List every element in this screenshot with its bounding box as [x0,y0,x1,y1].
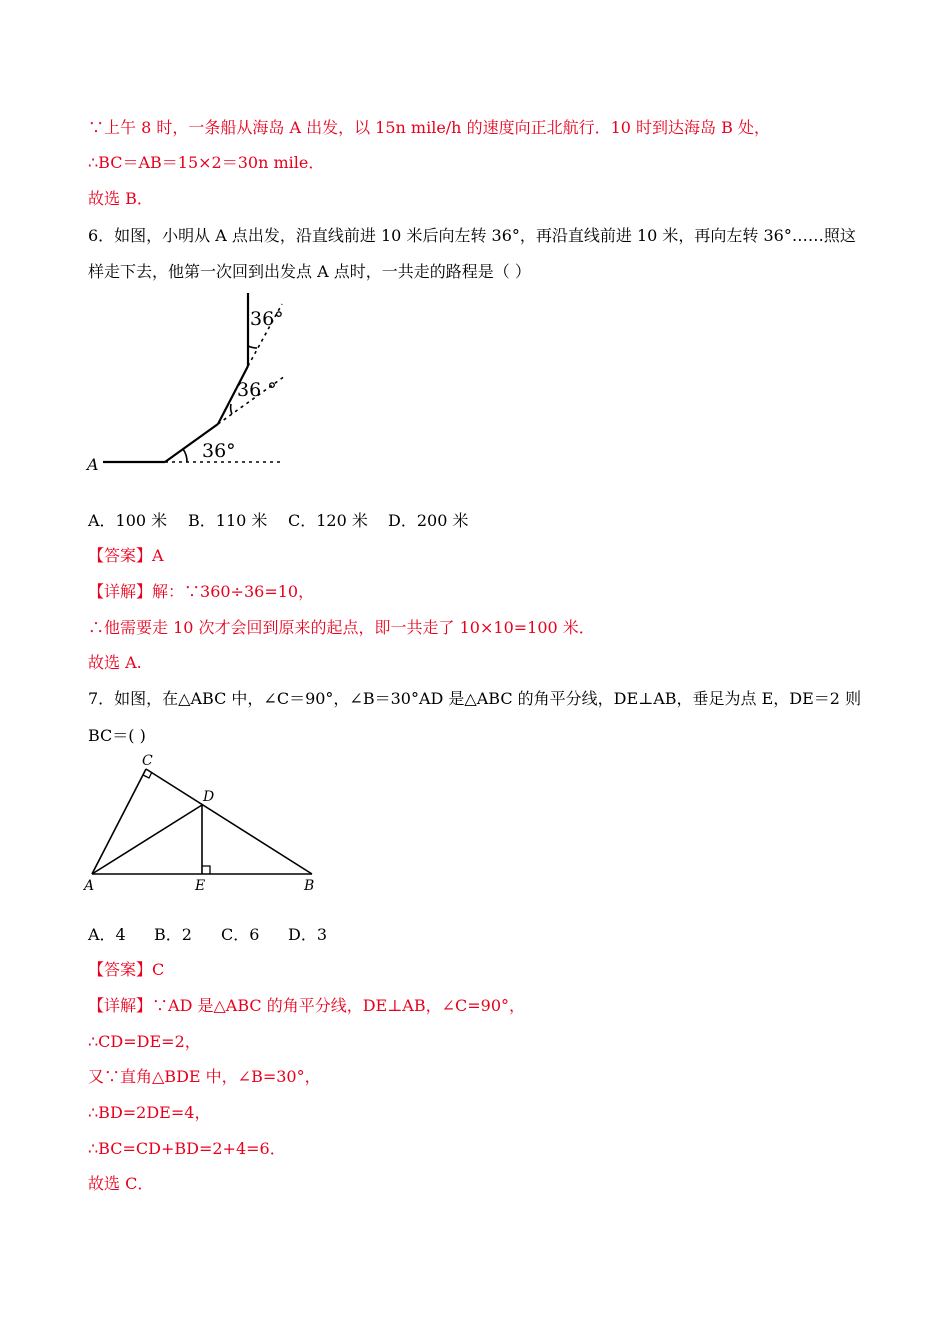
q6-option-d[interactable]: D．200 米 [388,511,469,530]
q6-angle-arc-3 [248,346,257,348]
q7-detail-label: 【详解】 [88,996,153,1015]
q7-side-ac [92,769,146,874]
q7-detail-line-5: ∴BC=CD+BD=2+4=6． [88,1139,286,1158]
q6-point-label-a: A [87,455,99,474]
q6-angle-label-2: 36 ° [237,379,277,401]
q6-options [88,511,468,531]
q7-label-e: E [195,878,206,894]
q7-label-c: C [142,753,153,769]
q7-detail-line-4: ∴BD=2DE=4， [88,1103,211,1122]
q6-detail-line-3: 故选 A. [88,653,142,672]
q6-angle-arc-2 [231,404,232,414]
q6-answer: 【答案】A [88,546,164,565]
q7-side-cb [146,769,312,874]
q6-figure [85,290,290,475]
q6-option-a[interactable]: A．100 米 [88,511,168,530]
q7-stem-line-1: 7．如图，在△ABC 中，∠C＝90°，∠B＝30°AD 是△ABC 的角平分线，DE⊥AB，垂足为点 E，DE＝2 则 [88,689,862,708]
q6-stem-line-1: 6．如图，小明从 A 点出发，沿直线前进 10 米后向左转 36°，再沿直线前进 10 米，再向左转 36°……照这 [88,226,856,245]
q6-detail-label: 【详解】 [88,582,153,601]
q7-stem-line-2: BC＝( ) [88,726,146,745]
q6-detail-text-1: 解：∵360÷36=10， [152,582,315,601]
q6-angle-arc-1 [183,449,187,462]
q7-detail-line-6: 故选 C． [88,1174,154,1193]
q7-options [88,925,327,945]
q7-detail-text-1: ∵AD 是△ABC 的角平分线，DE⊥AB，∠C=90°， [152,996,526,1015]
q6-option-c[interactable]: C．120 米 [288,511,368,530]
q7-option-d[interactable]: D．3 [288,925,328,944]
q7-detail-line-1 [88,996,525,1016]
q6-stem-line-2: 样走下去，他第一次回到出发点 A 点时，一共走的路程是（ ） [88,262,531,281]
q7-figure [82,752,327,897]
q7-option-c[interactable]: C．6 [221,925,260,944]
q7-right-angle-e [202,866,210,874]
q6-angle-label-1: 36° [202,440,236,462]
solution-line-1: ∵上午 8 时，一条船从海岛 A 出发，以 15n mile/h 的速度向正北航行．10 时到达海岛 B 处， [88,118,770,137]
q7-label-d: D [203,789,215,805]
q6-detail-line-2: ∴他需要走 10 次才会回到原来的起点，即一共走了 10×10=100 米． [88,618,595,637]
q7-label-b: B [304,878,315,894]
solution-line-2: ∴BC＝AB＝15×2＝30n mile． [88,153,325,172]
q7-option-b[interactable]: B．2 [154,925,192,944]
q7-label-a: A [84,878,95,894]
q6-option-b[interactable]: B．110 米 [188,511,268,530]
solution-line-3: 故选 B． [88,189,153,208]
q7-detail-line-2: ∴CD=DE=2， [88,1032,201,1051]
q7-answer: 【答案】C [88,960,165,979]
q6-angle-label-3: 36° [250,308,284,330]
q7-segment-ad [92,805,202,874]
q7-option-a[interactable]: A．4 [88,925,126,944]
q7-detail-line-3: 又∵直角△BDE 中，∠B=30°， [88,1067,321,1086]
q6-detail-line-1 [88,582,314,602]
